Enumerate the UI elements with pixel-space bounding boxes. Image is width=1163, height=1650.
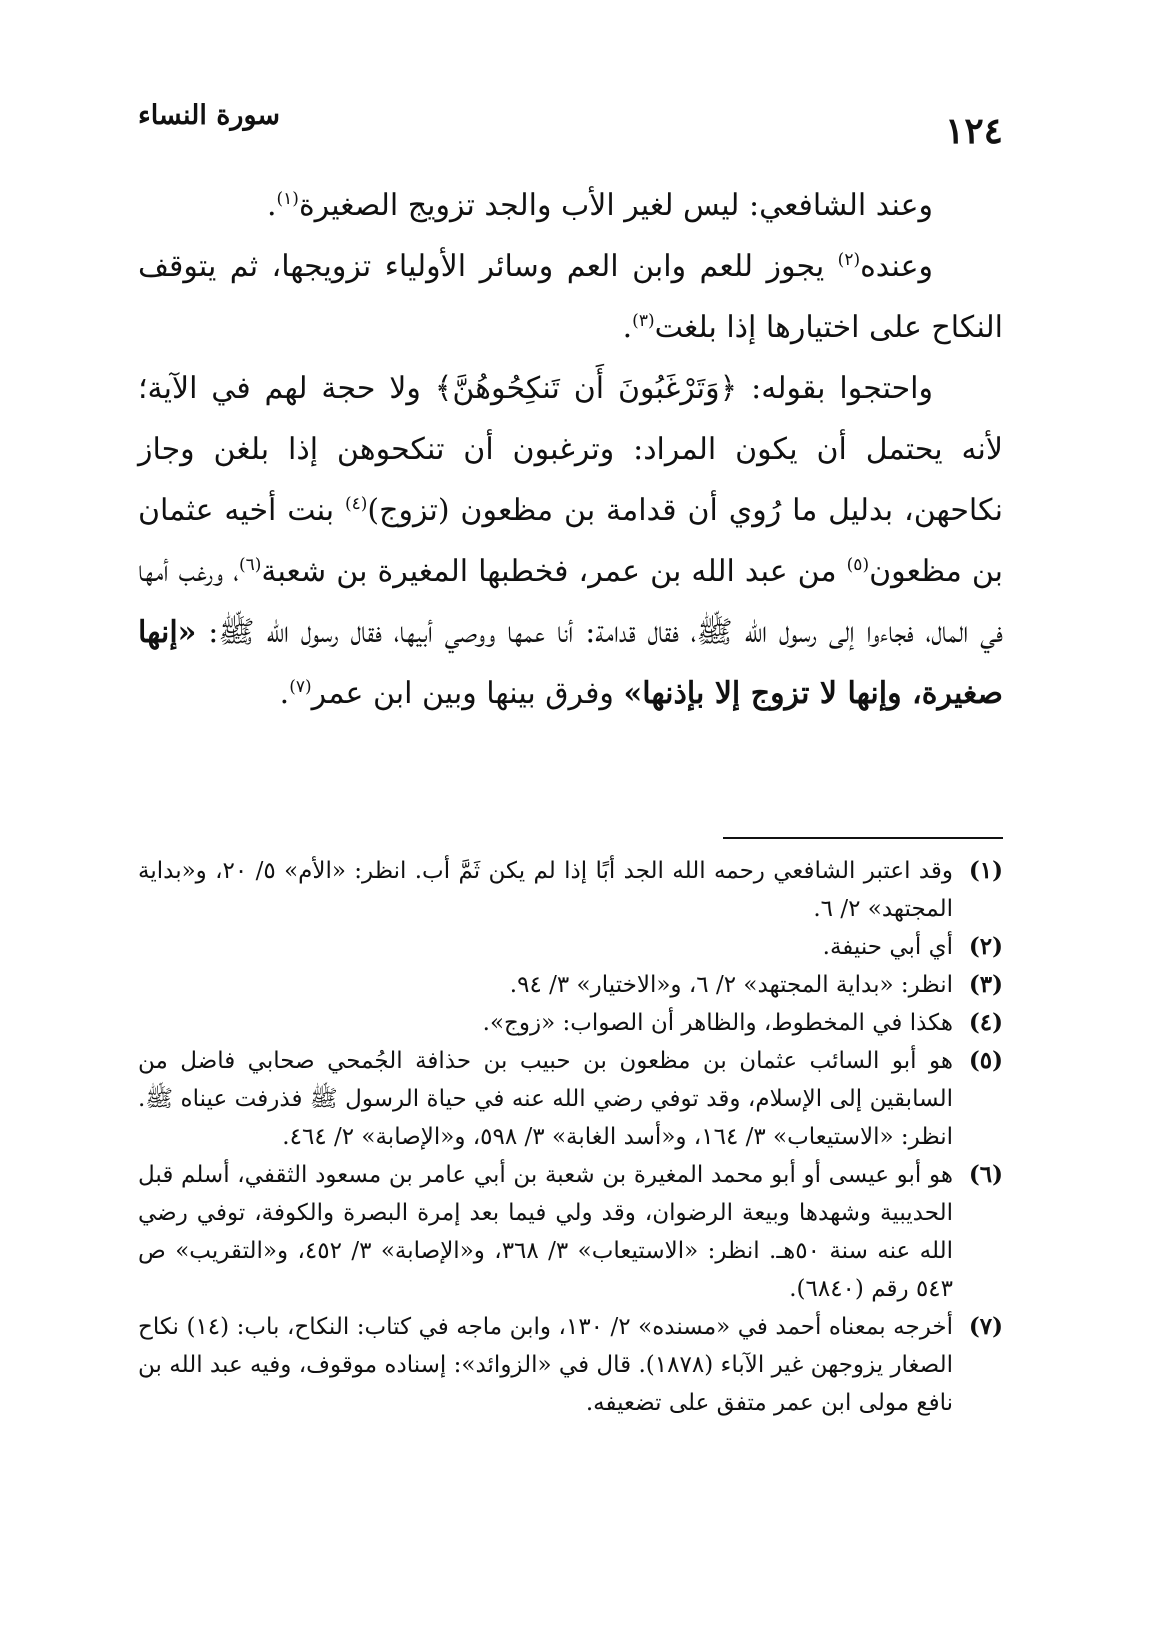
paragraph-1 (138, 175, 1003, 236)
footnote-text: انظر: «بداية المجتهد» ٢/ ٦، و«الاختيار» ٣/ ٩٤. (509, 972, 953, 998)
footnote-number: (٤) (968, 1009, 1003, 1036)
footnote-text: أخرجه بمعناه أحمد في «مسنده» ٢/ ١٣٠، وابن ماجه في كتاب: النكاح، باب: (١٤) نكاح الصغار يزوجهن غير الآباء (١٨٧٨). قال في «الزوائد»: إسناده موقوف، وفيه عبد الله بن نافع مولى ابن عمر متفق على تضعيفه. (138, 1314, 954, 1416)
paragraph-text: من عبد الله بن عمر، فخطبها المغيرة بن شعبة (261, 554, 847, 589)
footnote-ref: (٦) (239, 555, 262, 575)
footnote-ref: (٧) (289, 677, 312, 697)
footnotes (138, 852, 1003, 1422)
footnote-text: أي أبي حنيفة. (822, 934, 953, 960)
footnote-number: (٦) (968, 1161, 1003, 1188)
footnote-ref: (٤) (344, 494, 368, 514)
paragraph-3 (138, 358, 1003, 724)
footnote-item (138, 1308, 1003, 1422)
main-text (138, 175, 1003, 724)
footnote-number: (١) (968, 857, 1003, 884)
paragraph-text: وفرق بينها وبين ابن عمر (311, 676, 624, 711)
footnote-text: هو أبو عيسى أو أبو محمد المغيرة بن شعبة بن أبي عامر بن مسعود الثقفي، أسلم قبل الحديبية وشهدها وبيعة الرضوان، وقد ولي فيما بعد إمرة البصرة والكوفة، توفي رضي الله عنه سنة ٥٠هـ. انظر: «الاستيعاب» ٣/ ٣٦٨، و«الإصابة» ٣/ ٤٥٢، و«التقريب» ص ٥٤٣ رقم (٦٨٤٠). (138, 1162, 953, 1302)
footnote-ref: (٥) (846, 555, 870, 575)
hadith-quote: «إنها صغيرة، وإنها لا تزوج إلا بإذنها» (138, 615, 1003, 711)
paragraph-text: وعنده (860, 249, 933, 284)
paragraph-tail: . (622, 310, 633, 345)
paragraph-text: واحتجوا بقوله: ﴿وَتَرْغَبُونَ أَن تَنكِحُوهُنَّ﴾ ولا حجة لهم في الآية؛ لأنه يحتمل أن يكون المراد: وترغبون أن تنكحوهن إذا بلغن وجاز نكاحهن، بدليل ما رُوي أن قدامة بن مظعون (تزوج) (138, 371, 1003, 528)
surah-title: سورة النساء (138, 100, 281, 131)
footnote-number: (٥) (968, 1047, 1003, 1074)
footnote-item (138, 966, 1003, 1004)
footnote-ref: (١) (276, 189, 299, 209)
footnote-item (138, 928, 1003, 966)
footnote-ref: (٢) (837, 250, 861, 270)
footnote-divider (723, 837, 1003, 839)
paragraph-2 (138, 236, 1003, 358)
paragraph-text: يجوز للعم وابن العم وسائر الأولياء تزويجها، ثم يتوقف النكاح على اختيارها إذا بلغت (138, 249, 1003, 345)
footnote-number: (٢) (968, 933, 1003, 960)
paragraph-text: وعند الشافعي: ليس لغير الأب والجد تزويج الصغيرة (298, 188, 933, 223)
footnote-item (138, 1042, 1003, 1156)
footnote-item (138, 1156, 1003, 1308)
footnote-item (138, 852, 1003, 928)
footnote-number: (٧) (968, 1313, 1003, 1340)
footnote-text: هكذا في المخطوط، والظاهر أن الصواب: «زوج». (482, 1010, 953, 1036)
footnote-text: وقد اعتبر الشافعي رحمه الله الجد أبًا إذا لم يكن ثَمَّ أب. انظر: «الأم» ٥/ ٢٠، و«بداية المجتهد» ٢/ ٦. (138, 858, 953, 922)
footnote-ref: (٣) (632, 311, 655, 331)
footnote-number: (٣) (968, 971, 1003, 998)
paragraph-text: بنت أخيه عثمان بن مظعون (138, 493, 1004, 589)
footnote-item (138, 1004, 1003, 1042)
page-header (138, 100, 1003, 150)
paragraph-tail: . (266, 188, 277, 223)
paragraph-tail: . (279, 676, 290, 711)
footnote-text: هو أبو السائب عثمان بن مظعون بن حبيب بن حذافة الجُمحي صحابي فاضل من السابقين إلى الإسلام، وقد توفي رضي الله عنه في حياة الرسول ﷺ فذرفت عيناه ﷺ. انظر: «الاستيعاب» ٣/ ١٦٤، و«أسد الغابة» ٣/ ٥٩٨، و«الإصابة» ٢/ ٤٦٤. (138, 1048, 953, 1150)
paragraph-text: ، ورغب أمها في المال، فجاءوا إلى رسول الله ﷺ، فقال قدامة: أنا عمها ووصي أبيها، فقال رسول الله ﷺ: (138, 554, 1003, 650)
page-number: ١٢٤ (944, 110, 1003, 152)
